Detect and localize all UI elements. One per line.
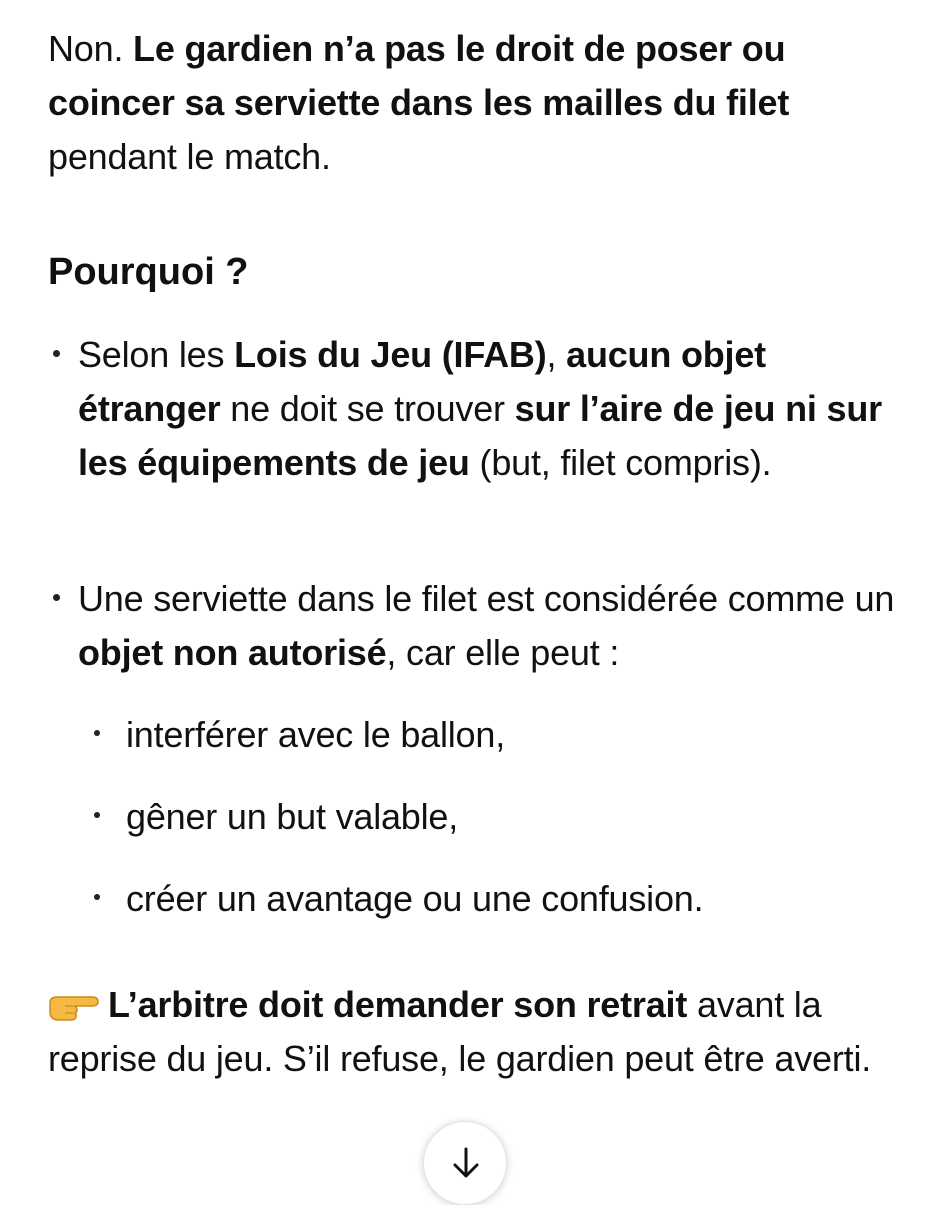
bullet-list (48, 572, 898, 680)
section-heading: Pourquoi ? (48, 251, 249, 293)
text-run: ne doit se trouver (220, 388, 515, 429)
intro-bold: Le gardien n’a pas le droit de poser ou coincer sa serviette dans les mailles du filet (48, 28, 790, 123)
sub-list-item (88, 708, 926, 762)
sub-list-item (88, 872, 926, 926)
sub-item-text: créer un avantage ou une confusion. (126, 878, 704, 919)
sub-list-item (88, 790, 926, 844)
arrow-down-icon (451, 1146, 481, 1180)
sub-item-text: interférer avec le ballon, (126, 714, 506, 755)
intro-paragraph (48, 22, 898, 184)
text-run: Une serviette dans le filet est considérée comme un (78, 578, 895, 619)
bold-run: sur l’aire de jeu ni sur les équipements de jeu (78, 388, 882, 483)
conclusion-paragraph (48, 978, 898, 1086)
bullet-dot (94, 730, 100, 736)
intro-prefix: Non. (48, 28, 134, 69)
conclusion-bold: L’arbitre doit demander son retrait (108, 984, 688, 1025)
conclusion-rest: avant la reprise du jeu. S’il refuse, le gardien peut être averti. (48, 984, 872, 1079)
bullet-dot (94, 812, 100, 818)
list-item (48, 328, 898, 490)
text-run: Selon les (78, 334, 235, 375)
scroll-down-button[interactable] (423, 1121, 507, 1205)
bold-run: Lois du Jeu (IFAB) (234, 334, 547, 375)
bullet-dot (94, 894, 100, 900)
bold-run: aucun objet étranger (78, 334, 766, 429)
text-run: , (546, 334, 567, 375)
text-run: (but, filet compris). (469, 442, 772, 483)
text-run: , car elle peut : (386, 632, 620, 673)
bold-run: objet non autorisé (78, 632, 387, 673)
list-item (48, 572, 898, 680)
pointing-right-hand-icon (48, 982, 100, 1012)
bullet-dot (53, 350, 60, 357)
sub-item-text: gêner un but valable, (126, 796, 459, 837)
bullet-list (48, 328, 898, 490)
intro-suffix: pendant le match. (48, 136, 331, 177)
bullet-dot (53, 594, 60, 601)
